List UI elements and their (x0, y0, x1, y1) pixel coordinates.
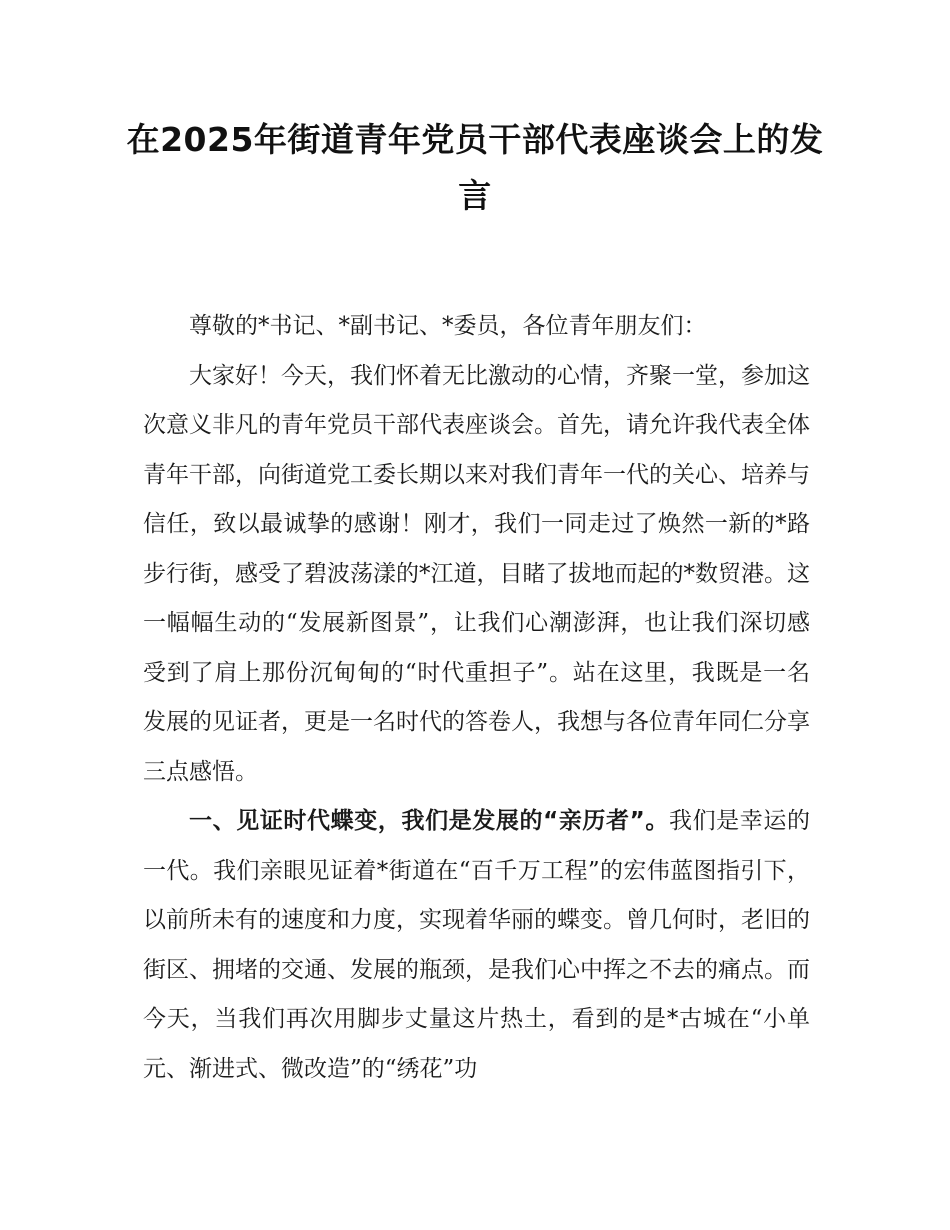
salutation: 尊敬的*书记、*副书记、*委员，各位青年朋友们： (189, 313, 707, 339)
section-one-text: 我们是幸运的一代。我们亲眼见证着*街道在“百千万工程”的宏伟蓝图指引下，以前所未有的速度和力度，实现着华丽的蝶变。曾几何时，老旧的街区、拥堵的交通、发展的瓶颈，是我们心中挥之不去的痛点。而今天，当我们再次用脚步丈量这片热土，看到的是*古城在“小单元、渐进式、微改造”的“绣花”功 (143, 808, 811, 1082)
section-one-paragraph (143, 797, 810, 1094)
document-body (143, 302, 810, 1094)
section-one-heading: 一、见证时代蝶变，我们是发展的“亲历者”。 (189, 808, 669, 834)
paragraph-intro: 大家好！今天，我们怀着无比激动的心情，齐聚一堂，参加这次意义非凡的青年党员干部代表座谈会。首先，请允许我代表全体青年干部，向街道党工委长期以来对我们青年一代的关心、培养与信任，致以最诚挚的感谢！刚才，我们一同走过了焕然一新的*路步行街，感受了碧波荡漾的*江道，目睹了拔地而起的*数贸港。这一幅幅生动的“发展新图景”，让我们心潮澎湃，也让我们深切感受到了肩上那份沉甸甸的“时代重担子”。站在这里，我既是一名发展的见证者，更是一名时代的答卷人，我想与各位青年同仁分享三点感悟。 (143, 362, 810, 785)
page-title: 在2025年街道青年党员干部代表座谈会上的发言 (126, 120, 824, 215)
